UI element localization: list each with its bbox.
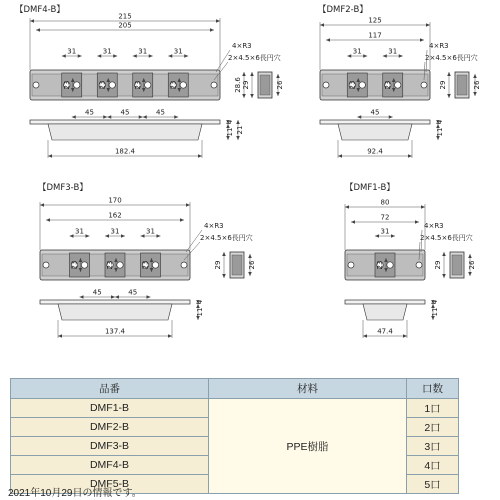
profile-dim-label: 4 — [196, 299, 204, 305]
side-height-dim-label: 29 — [439, 80, 447, 90]
bottom-width-dim-label: 137.4 — [104, 327, 126, 336]
note-hole: 2×4.5×6長円穴 — [420, 234, 473, 242]
slot-pitch-dim-label: 31 — [75, 227, 84, 236]
slot-height-dim-label: 23 — [133, 80, 142, 90]
hole-pitch-dim-label: 205 — [118, 21, 132, 30]
side-height-dim-label: 29 — [242, 80, 250, 90]
outlet-bore — [387, 262, 393, 268]
outlet-bore — [109, 82, 115, 88]
diagram-title: 【DMF3-B】 — [38, 183, 88, 193]
module-inner — [32, 74, 218, 96]
profile-dim-label: 11 — [431, 307, 439, 317]
slot-pitch-dim-label: 31 — [146, 227, 155, 236]
profile-base — [58, 304, 172, 320]
diagram-title: 【DMF4-B】 — [15, 5, 65, 15]
profile-dim-label: 11 — [196, 307, 204, 317]
table-header-row — [11, 379, 459, 399]
diagram-dmf4 — [15, 4, 284, 158]
header-material: 材料 — [209, 379, 407, 399]
slot-pitch-dim-label: 31 — [380, 227, 390, 236]
note-hole: 2×4.5×6長円穴 — [228, 54, 281, 62]
hole-pitch-dim-label: 162 — [108, 211, 122, 220]
slot-height-dim-label: 23 — [98, 80, 107, 90]
outlet-bore — [152, 262, 158, 268]
side-depth-dim-label: 26 — [276, 80, 284, 90]
overall-width-dim-label: 215 — [118, 12, 132, 21]
outlet-bore — [81, 262, 87, 268]
table-row — [11, 399, 459, 418]
lower-pitch-dim-label: 45 — [120, 108, 130, 117]
note-corner: 4×R3 — [232, 42, 252, 50]
slot-height-dim-label: 23 — [70, 260, 79, 270]
diagram-dmf1 — [345, 182, 476, 338]
slot-height-dim-label: 23 — [106, 260, 114, 270]
bottom-width-dim-label: 182.4 — [114, 147, 136, 156]
side-view-inner — [232, 255, 242, 275]
outlet-bore — [180, 82, 186, 88]
profile-base — [363, 304, 407, 320]
slot-height-dim-label: 23 — [141, 260, 150, 270]
module-inner — [322, 74, 428, 96]
side-height-dim-label: 28.6 — [234, 77, 242, 93]
side-depth-dim-label: 26 — [248, 260, 256, 270]
diagram-title: 【DMF2-B】 — [318, 5, 368, 15]
diagram-dmf2 — [318, 4, 481, 158]
port-count-cell: 2口 — [407, 418, 459, 437]
profile-flange — [320, 120, 430, 124]
slot-height-dim-label: 23 — [62, 80, 71, 90]
lower-pitch-dim-label: 45 — [85, 108, 94, 117]
lower-pitch-dim-label: 45 — [370, 108, 380, 117]
overall-width-dim-label: 170 — [108, 196, 122, 205]
port-count-cell: 4口 — [407, 456, 459, 475]
profile-base — [48, 124, 202, 140]
side-depth-dim-label: 26 — [473, 80, 481, 90]
profile-flange — [40, 300, 190, 304]
part-number-cell: DMF1-B — [11, 399, 209, 418]
part-number-cell: DMF4-B — [11, 456, 209, 475]
profile-dim-label: 4 — [431, 299, 439, 305]
slot-height-dim-label: 23 — [348, 80, 357, 90]
outlet-bore — [395, 82, 401, 88]
side-view-inner — [260, 75, 270, 95]
profile-dim-label: 21 — [236, 125, 244, 135]
slot-pitch-dim-label: 31 — [67, 47, 77, 56]
note-hole: 2×4.5×6長円穴 — [200, 234, 253, 242]
header-part-number: 品番 — [11, 379, 209, 399]
overall-width-dim-label: 80 — [380, 198, 390, 207]
hole-pitch-dim-label: 117 — [368, 31, 382, 40]
material-cell: PPE樹脂 — [209, 399, 407, 494]
slot-pitch-dim-label: 31 — [173, 47, 183, 56]
profile-dim-label: 4 — [226, 119, 234, 125]
outlet-bore — [117, 262, 123, 268]
port-count-cell: 5口 — [407, 475, 459, 494]
header-port-count: 口数 — [407, 379, 459, 399]
side-depth-dim-label: 26 — [468, 260, 476, 270]
note-corner: 4×R3 — [429, 42, 449, 50]
mounting-hole — [43, 262, 49, 268]
mounting-hole — [416, 262, 422, 268]
side-height-dim-label: 29 — [434, 260, 442, 270]
spec-table — [10, 378, 459, 494]
hole-pitch-dim-label: 72 — [380, 213, 390, 222]
port-count-cell: 3口 — [407, 437, 459, 456]
bottom-width-dim-label: 47.4 — [377, 327, 393, 336]
slot-height-dim-label: 23 — [169, 80, 178, 90]
mounting-hole — [421, 82, 427, 88]
profile-dim-label: 11 — [436, 127, 444, 137]
mounting-hole — [33, 82, 39, 88]
mounting-hole — [348, 262, 354, 268]
profile-dim-label: 11 — [226, 127, 234, 137]
part-number-cell: DMF5-B — [11, 475, 209, 494]
note-corner: 4×R3 — [424, 222, 444, 230]
note-corner: 4×R3 — [204, 222, 224, 230]
slot-height-dim-label: 23 — [383, 80, 392, 90]
slot-pitch-dim-label: 31 — [138, 47, 148, 56]
slot-pitch-dim-label: 31 — [102, 47, 112, 56]
part-number-cell: DMF3-B — [11, 437, 209, 456]
note-hole: 2×4.5×6長円穴 — [425, 54, 478, 62]
bottom-width-dim-label: 92.4 — [367, 147, 383, 156]
slot-pitch-dim-label: 31 — [352, 47, 362, 56]
diagram-dmf3 — [38, 182, 256, 338]
overall-width-dim-label: 125 — [368, 16, 382, 25]
lower-pitch-dim-label: 45 — [156, 108, 165, 117]
mounting-hole — [211, 82, 217, 88]
mounting-hole — [323, 82, 329, 88]
lower-pitch-dim-label: 45 — [128, 288, 138, 297]
profile-flange — [30, 120, 220, 124]
outlet-bore — [74, 82, 80, 88]
profile-dim-label: 4 — [436, 119, 444, 125]
mounting-hole — [181, 262, 187, 268]
outlet-bore — [145, 82, 151, 88]
profile-base — [338, 124, 412, 140]
slot-pitch-dim-label: 31 — [110, 227, 120, 236]
side-view-inner — [452, 255, 462, 275]
slot-pitch-dim-label: 31 — [388, 47, 398, 56]
profile-flange — [345, 300, 425, 304]
side-height-dim-label: 29 — [214, 260, 222, 270]
part-number-cell: DMF2-B — [11, 418, 209, 437]
lower-pitch-dim-label: 45 — [92, 288, 102, 297]
diagram-title: 【DMF1-B】 — [345, 183, 395, 193]
footnote: 2021年10月29日の情報です。 — [8, 488, 142, 499]
side-view-inner — [457, 75, 467, 95]
slot-height-dim-label: 23 — [376, 260, 384, 270]
port-count-cell: 1口 — [407, 399, 459, 418]
outlet-bore — [359, 82, 365, 88]
